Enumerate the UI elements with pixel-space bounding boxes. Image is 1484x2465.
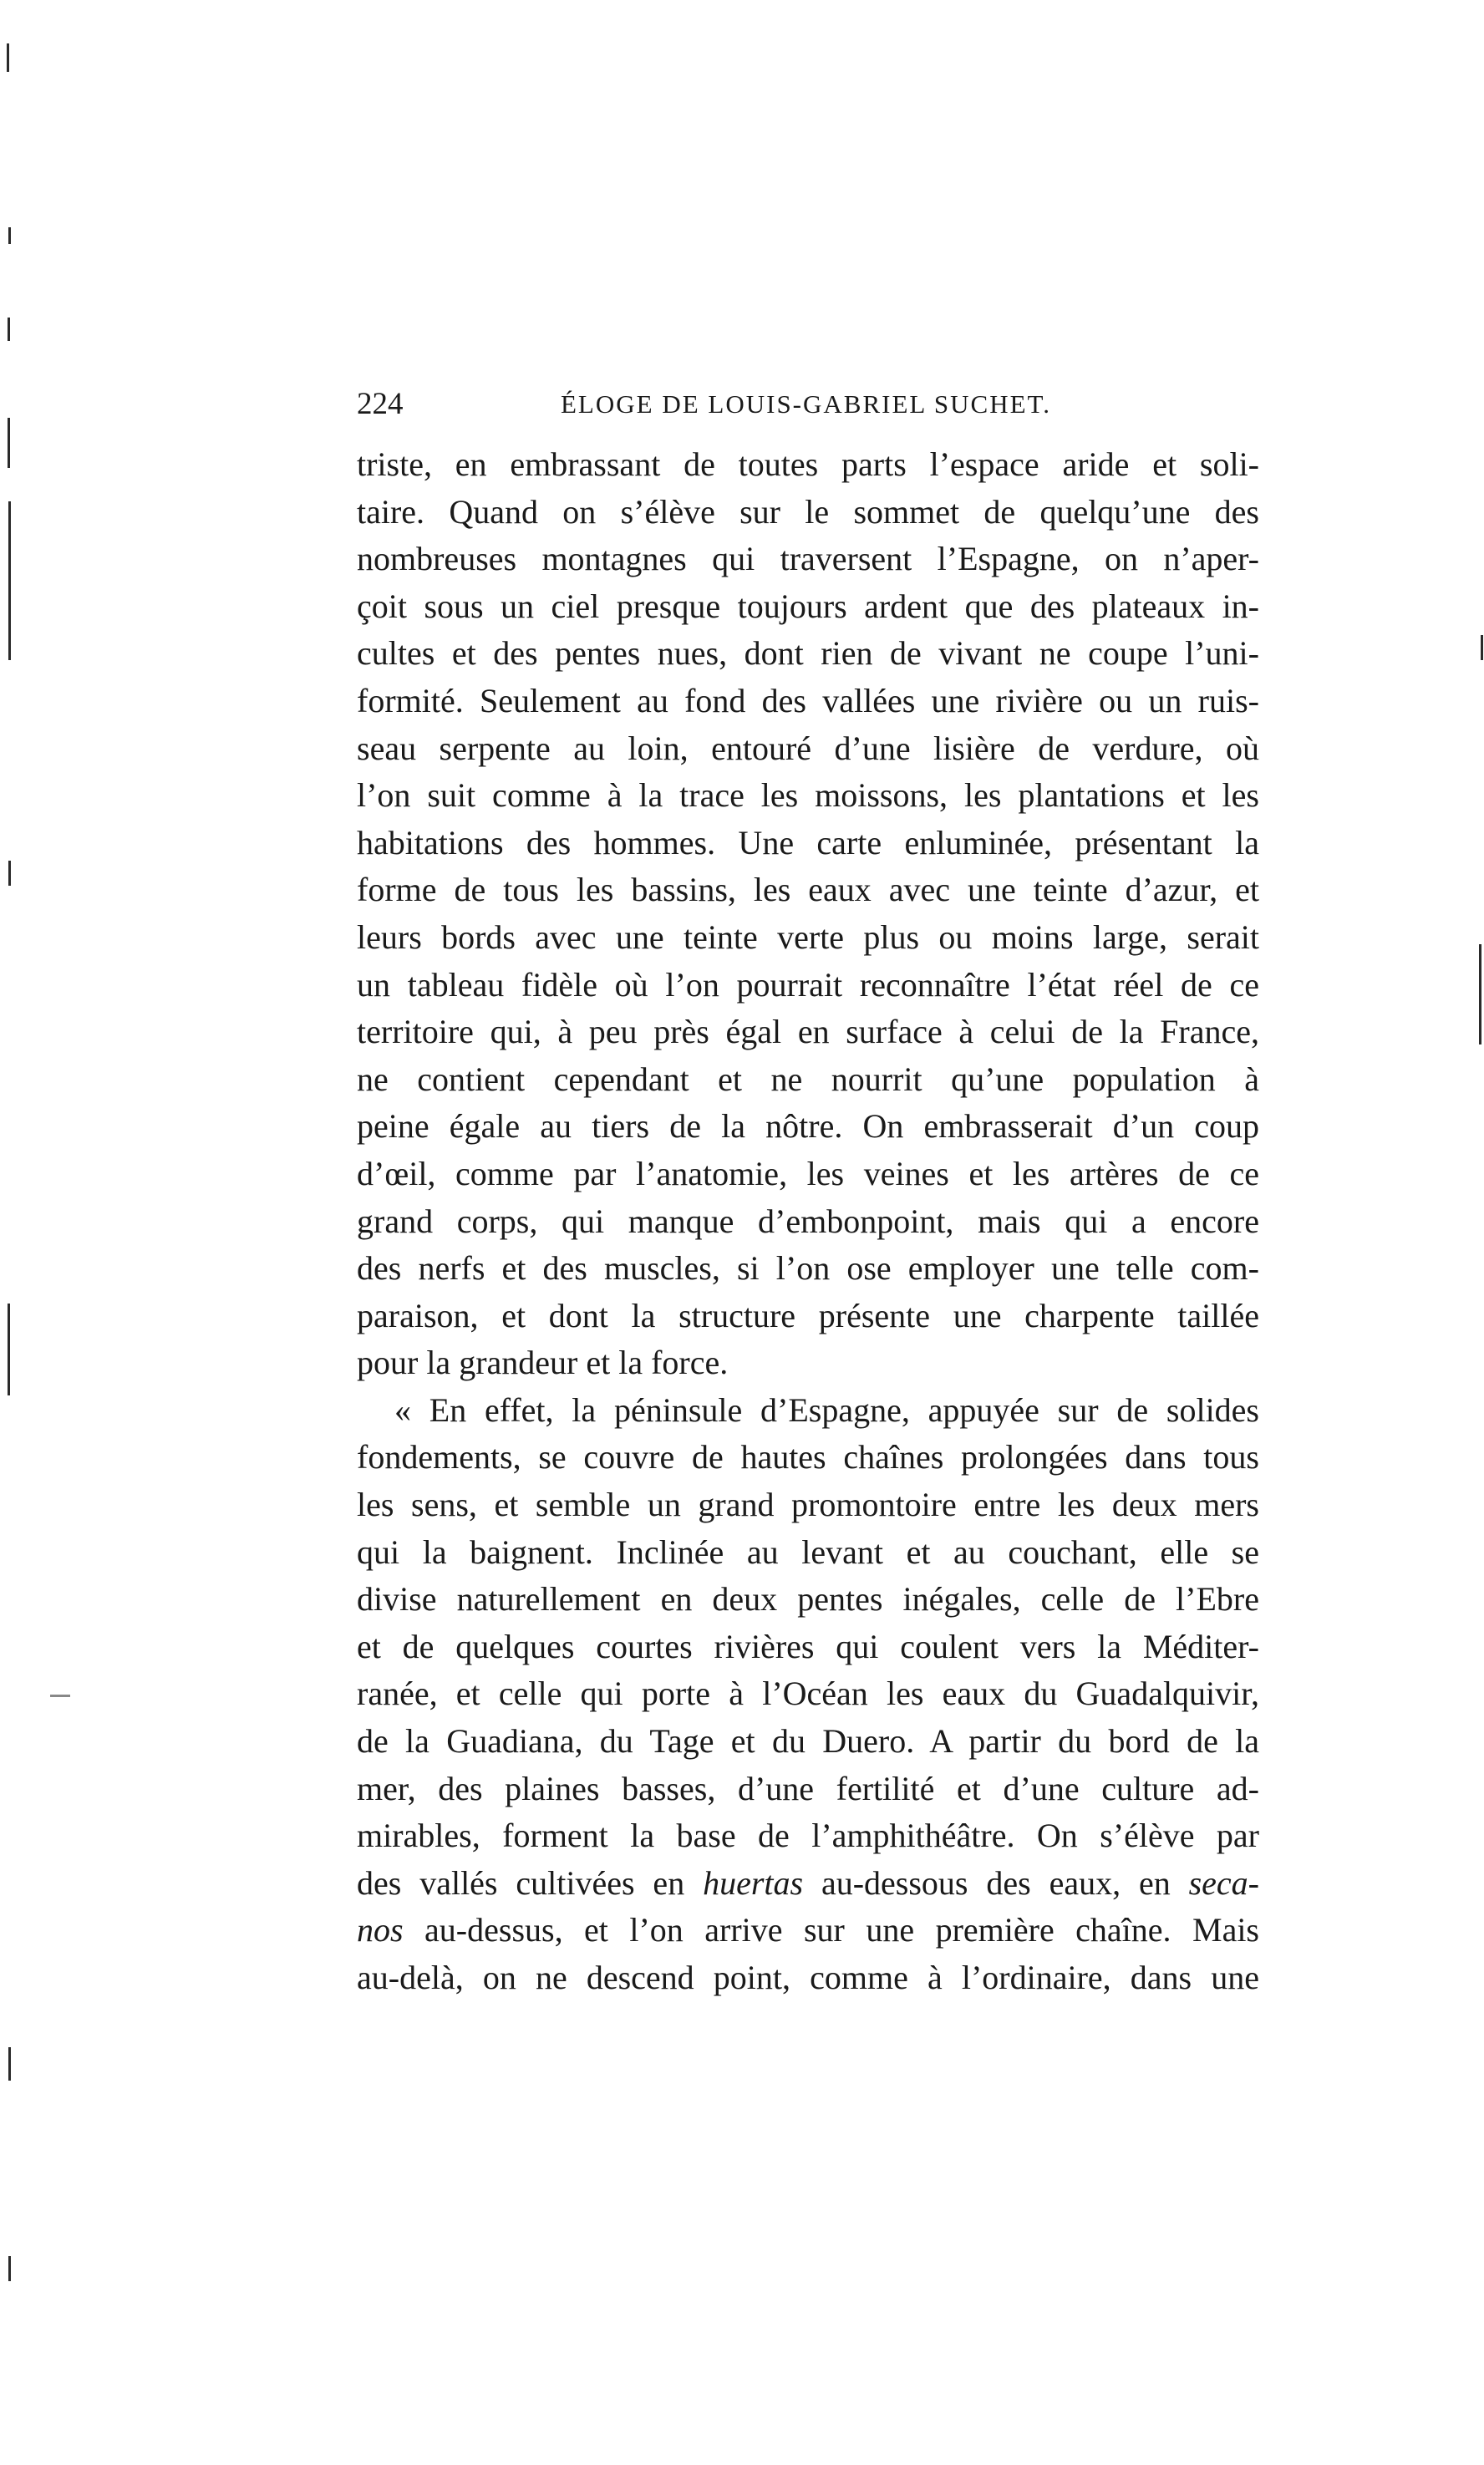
page-number: 224 — [357, 387, 404, 421]
body-text — [357, 441, 1259, 2002]
text-line: seau serpente au loin, entouré d’une lisière de verdure, où — [357, 729, 1259, 767]
text-line: peine égale au tiers de la nôtre. On embrasserait d’un coup — [357, 1107, 1259, 1146]
scan-edge-mark — [8, 318, 10, 341]
scan-edge-mark — [8, 227, 11, 244]
scan-edge-mark — [8, 418, 10, 468]
scan-edge-mark — [8, 501, 11, 660]
text-line — [357, 1860, 1259, 1908]
running-title: ÉLOGE DE LOUIS-GABRIEL SUCHET. — [561, 389, 1051, 419]
scan-edge-mark — [7, 43, 9, 72]
text-line: fondements, se couvre de hautes chaînes prolongées dans tous — [357, 1438, 1259, 1476]
text-line: territoire qui, à peu près égal en surface à celui de la France, — [357, 1013, 1259, 1051]
scan-edge-mark — [1479, 944, 1481, 1044]
text-line: des nerfs et des muscles, si l’on ose employer une telle com- — [357, 1249, 1259, 1288]
text-line: leurs bords avec une teinte verte plus ou moins large, serait — [357, 917, 1259, 956]
scan-edge-mark — [8, 1304, 10, 1395]
text-line: « En effet, la péninsule d’Espagne, appuyée sur de solides — [394, 1390, 1259, 1429]
text-line: pour la grandeur et la force. — [357, 1344, 729, 1382]
text-line: divise naturellement en deux pentes inégales, celle de l’Ebre — [357, 1580, 1259, 1619]
text-line: d’œil, comme par l’anatomie, les veines et les artères de ce — [357, 1154, 1259, 1192]
text-segment: des vallés cultivées en — [357, 1863, 704, 1902]
scan-edge-mark — [8, 2256, 11, 2281]
text-line: ranée, et celle qui porte à l’Océan les eaux du Guadalquivir, — [357, 1675, 1259, 1713]
italic-term: seca- — [1188, 1863, 1259, 1902]
text-line: un tableau fidèle où l’on pourrait reconnaître l’état réel de ce — [357, 965, 1259, 1004]
text-line: triste, en embrassant de toutes parts l’espace aride et soli- — [357, 445, 1259, 483]
text-line: ne contient cependant et ne nourrit qu’une population à — [357, 1060, 1259, 1098]
text-line: les sens, et semble un grand promontoire entre les deux mers — [357, 1486, 1259, 1524]
scan-edge-mark — [1481, 635, 1483, 660]
text-line: taire. Quand on s’élève sur le sommet de quelqu’une des — [357, 492, 1259, 531]
text-line: mer, des plaines basses, d’une fertilité et d’une culture ad- — [357, 1769, 1259, 1807]
text-line: forme de tous les bassins, les eaux avec une teinte d’azur, et — [357, 871, 1259, 909]
text-line: cultes et des pentes nues, dont rien de vivant ne coupe l’uni- — [357, 634, 1259, 673]
text-line: habitations des hommes. Une carte enluminée, présentant la — [357, 823, 1259, 861]
text-segment: au-dessus, et l’on arrive sur une première chaîne. Mais — [403, 1911, 1259, 1949]
text-line: au-delà, on ne descend point, comme à l’ordinaire, dans une — [357, 1959, 1259, 1996]
text-line — [357, 1907, 1259, 1954]
scan-edge-mark — [8, 861, 11, 886]
text-line: qui la baignent. Inclinée au levant et au couchant, elle se — [357, 1532, 1259, 1571]
italic-term: nos — [357, 1911, 404, 1949]
text-line: l’on suit comme à la trace les moissons, les plantations et les — [357, 776, 1259, 815]
scan-edge-mark — [50, 1695, 70, 1697]
scan-edge-mark — [8, 2047, 11, 2081]
text-line: grand corps, qui manque d’embonpoint, mais qui a encore — [357, 1202, 1259, 1240]
text-line: nombreuses montagnes qui traversent l’Espagne, on n’aper- — [357, 540, 1259, 578]
page-header — [357, 386, 1259, 423]
text-line: et de quelques courtes rivières qui coulent vers la Méditer- — [357, 1627, 1259, 1665]
text-line: formité. Seulement au fond des vallées une rivière ou un ruis- — [357, 681, 1259, 719]
text-segment: au-dessous des eaux, en — [803, 1863, 1189, 1902]
text-line: mirables, forment la base de l’amphithéâtre. On s’élève par — [357, 1817, 1259, 1855]
text-line: de la Guadiana, du Tage et du Duero. A partir du bord de la — [357, 1722, 1259, 1761]
text-line: paraison, et dont la structure présente une charpente taillée — [357, 1296, 1259, 1334]
italic-term: huertas — [703, 1863, 804, 1902]
text-line: çoit sous un ciel presque toujours ardent que des plateaux in- — [357, 587, 1259, 625]
